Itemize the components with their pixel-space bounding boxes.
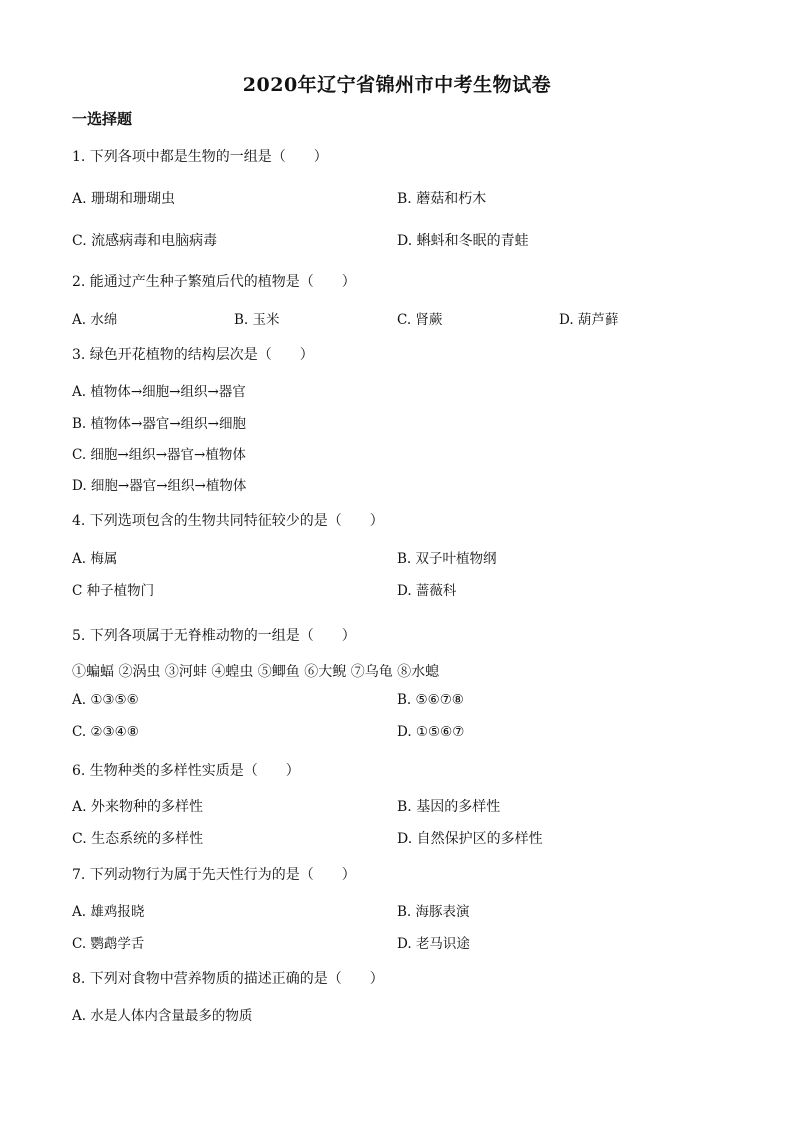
question-3-option-d: D. 细胞→器官→组织→植物体 (72, 478, 247, 494)
question-5-item-list: ①蝙蝠 ②涡虫 ③河蚌 ④蝗虫 ⑤鲫鱼 ⑥大鲵 ⑦乌龟 ⑧水螅 (72, 664, 440, 680)
question-2-stem: 2. 能通过产生种子繁殖后代的植物是（ ） (72, 274, 356, 290)
question-4-stem: 4. 下列选项包含的生物共同特征较少的是（ ） (72, 513, 384, 529)
question-3-option-b: B. 植物体→器官→组织→细胞 (72, 416, 246, 432)
question-5-option-b: B. ⑤⑥⑦⑧ (397, 692, 464, 708)
question-1-option-b: B. 蘑菇和朽木 (397, 191, 487, 207)
question-6-stem: 6. 生物种类的多样性实质是（ ） (72, 763, 300, 779)
question-6-option-d: D. 自然保护区的多样性 (397, 831, 543, 847)
question-4-option-d: D. 蔷薇科 (397, 583, 457, 599)
question-3-option-c: C. 细胞→组织→器官→植物体 (72, 447, 246, 463)
question-7-option-c: C. 鹦鹉学舌 (72, 936, 145, 952)
question-3-stem: 3. 绿色开花植物的结构层次是（ ） (72, 347, 314, 363)
question-6-option-b: B. 基因的多样性 (397, 799, 501, 815)
section-heading: 一选择题 (72, 110, 133, 128)
question-2-option-a: A. 水绵 (72, 312, 118, 328)
page-title: 2020年辽宁省锦州市中考生物试卷 (242, 74, 552, 96)
question-1-stem: 1. 下列各项中都是生物的一组是（ ） (72, 149, 328, 165)
question-1-option-d: D. 蝌蚪和冬眠的青蛙 (397, 233, 529, 249)
question-4-option-a: A. 梅属 (72, 551, 118, 567)
question-5-stem: 5. 下列各项属于无脊椎动物的一组是（ ） (72, 628, 356, 644)
question-5-option-a: A. ①③⑤⑥ (72, 692, 139, 708)
question-6-option-a: A. 外来物种的多样性 (72, 799, 204, 815)
question-8-stem: 8. 下列对食物中营养物质的描述正确的是（ ） (72, 971, 384, 987)
question-6-option-c: C. 生态系统的多样性 (72, 831, 204, 847)
question-2-option-c: C. 肾蕨 (397, 312, 443, 328)
question-4-option-b: B. 双子叶植物纲 (397, 551, 497, 567)
question-7-stem: 7. 下列动物行为属于先天性行为的是（ ） (72, 867, 356, 883)
question-2-option-b: B. 玉米 (234, 312, 280, 328)
question-3-option-a: A. 植物体→细胞→组织→器官 (72, 384, 246, 400)
question-7-option-b: B. 海豚表演 (397, 904, 470, 920)
question-5-option-d: D. ①⑤⑥⑦ (397, 724, 465, 740)
question-5-option-c: C. ②③④⑧ (72, 724, 139, 740)
question-7-option-a: A. 雄鸡报晓 (72, 904, 145, 920)
question-1-option-c: C. 流感病毒和电脑病毒 (72, 233, 218, 249)
question-7-option-d: D. 老马识途 (397, 936, 470, 952)
question-1-option-a: A. 珊瑚和珊瑚虫 (72, 191, 176, 207)
question-2-option-d: D. 葫芦藓 (559, 312, 619, 328)
question-4-option-c: C 种子植物门 (72, 583, 155, 599)
question-8-option-a: A. 水是人体内含量最多的物质 (72, 1008, 253, 1024)
